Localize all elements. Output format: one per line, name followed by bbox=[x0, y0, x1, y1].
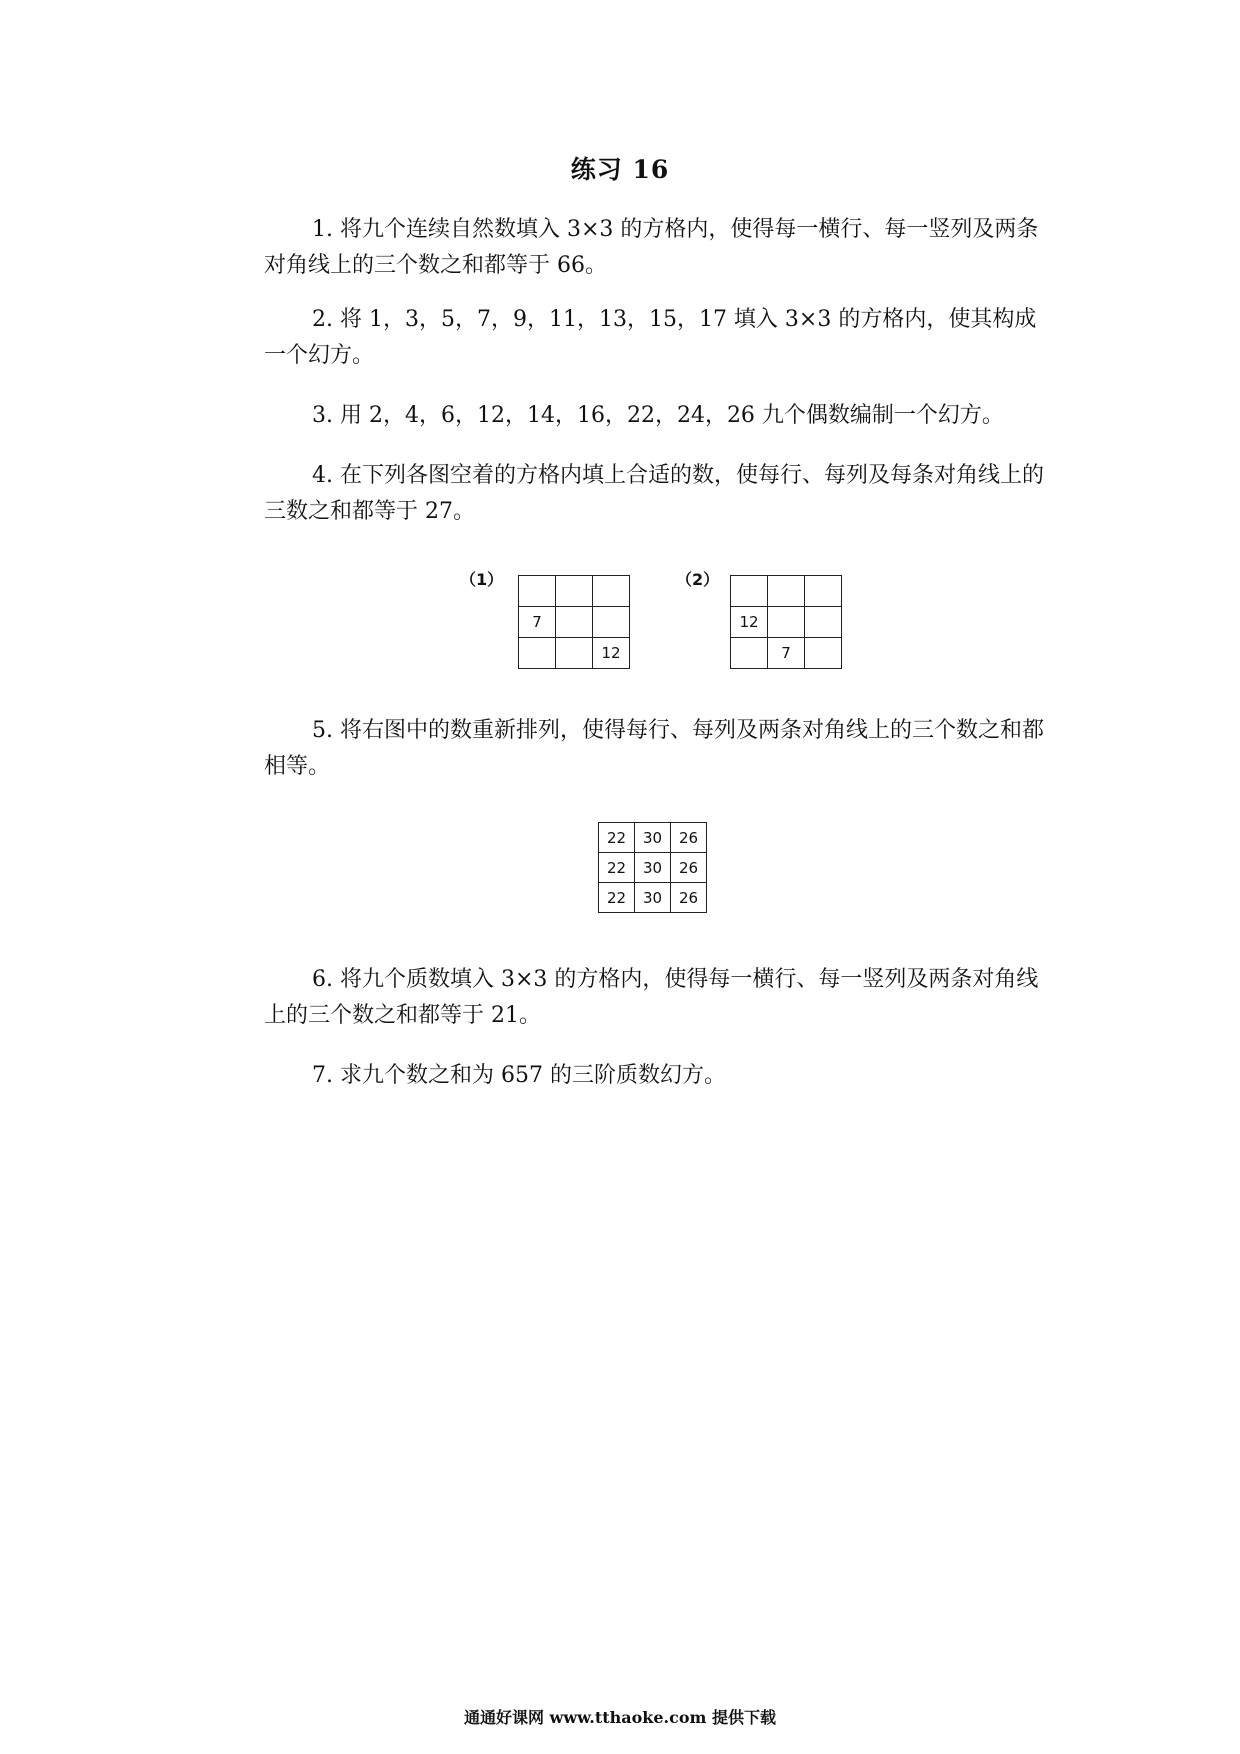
grid-cell: 22 bbox=[599, 883, 635, 913]
grid-cell: 22 bbox=[599, 853, 635, 883]
problem-1-text: 1. 将九个连续自然数填入 3×3 的方格内，使得每一横行、每一竖列及两条对角线上的三个数之和都等于 66。 bbox=[264, 217, 1039, 278]
problem-3 bbox=[264, 398, 1054, 434]
grid-cell: 30 bbox=[635, 823, 671, 853]
grid-cell: 7 bbox=[519, 607, 556, 638]
grid-cell: 12 bbox=[593, 638, 630, 669]
grid-cell: 7 bbox=[768, 638, 805, 669]
grid-cell: 26 bbox=[671, 853, 707, 883]
problem-4-text: 4. 在下列各图空着的方格内填上合适的数，使每行、每列及每条对角线上的三数之和都等于 27。 bbox=[264, 463, 1044, 524]
problem-6-text: 6. 将九个质数填入 3×3 的方格内，使得每一横行、每一竖列及两条对角线上的三个数之和都等于 21。 bbox=[264, 967, 1039, 1028]
problem-7 bbox=[264, 1058, 1054, 1094]
problem-7-text: 7. 求九个数之和为 657 的三阶质数幻方。 bbox=[312, 1063, 726, 1088]
problem-6 bbox=[264, 962, 1054, 1034]
problem-3-text: 3. 用 2，4，6，12，14，16，22，24，26 九个偶数编制一个幻方。 bbox=[312, 403, 1004, 428]
grid-2 bbox=[730, 575, 842, 669]
grid-cell bbox=[556, 638, 593, 669]
grid-cell bbox=[593, 576, 630, 607]
grid-cell bbox=[805, 576, 842, 607]
grid-cell: 22 bbox=[599, 823, 635, 853]
problem-5 bbox=[264, 713, 1054, 785]
footer-credit: 通通好课网 www.tthaoke.com 提供下载 bbox=[463, 1708, 777, 1727]
page-title: 练习 16 bbox=[570, 155, 670, 184]
grid-cell: 30 bbox=[635, 853, 671, 883]
grid-cell: 30 bbox=[635, 883, 671, 913]
grid-cell: 12 bbox=[731, 607, 768, 638]
grid-cell bbox=[805, 638, 842, 669]
grid-1 bbox=[518, 575, 630, 669]
grid-cell: 26 bbox=[671, 823, 707, 853]
grid-cell bbox=[768, 607, 805, 638]
grid-cell bbox=[519, 638, 556, 669]
grid-cell bbox=[556, 607, 593, 638]
grid-cell bbox=[731, 576, 768, 607]
grid-2-label: （2） bbox=[676, 570, 720, 589]
grid-cell bbox=[593, 607, 630, 638]
problem-4 bbox=[264, 458, 1054, 530]
grid-cell bbox=[768, 576, 805, 607]
grid-3 bbox=[598, 822, 707, 913]
grid-cell bbox=[805, 607, 842, 638]
grid-cell: 26 bbox=[671, 883, 707, 913]
grid-cell bbox=[519, 576, 556, 607]
problem-2-text: 2. 将 1，3，5，7，9，11，13，15，17 填入 3×3 的方格内，使其构成一个幻方。 bbox=[264, 307, 1037, 368]
problem-2 bbox=[264, 302, 1054, 374]
grid-cell bbox=[556, 576, 593, 607]
problem-5-text: 5. 将右图中的数重新排列，使得每行、每列及两条对角线上的三个数之和都相等。 bbox=[264, 718, 1044, 779]
grid-1-label: （1） bbox=[460, 570, 504, 589]
grid-cell bbox=[731, 638, 768, 669]
problem-1 bbox=[264, 212, 1054, 284]
